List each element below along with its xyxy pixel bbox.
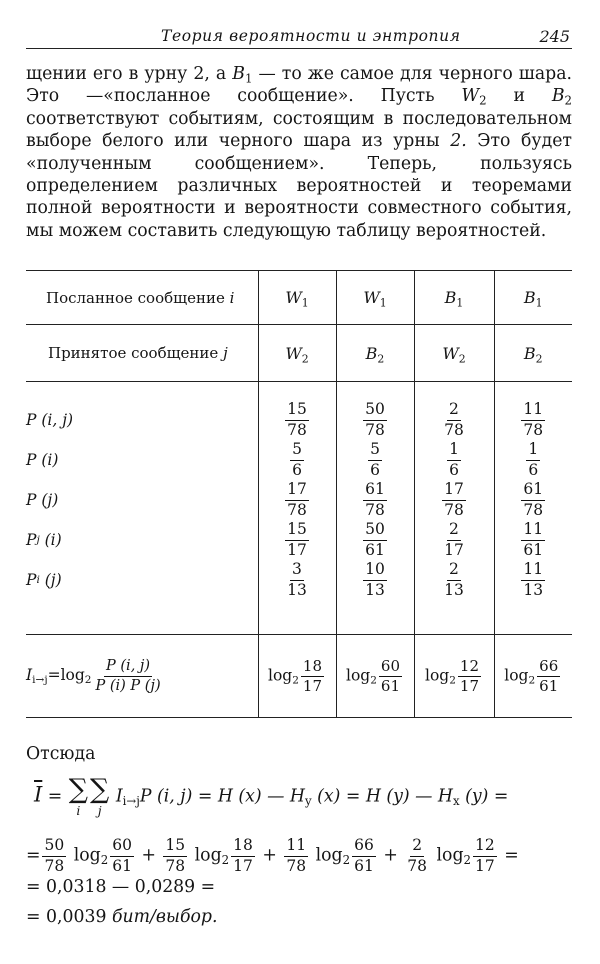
received-message-label: Принятое сообщение j [26, 325, 258, 382]
fraction: $\frac{5}{6}$ [292, 440, 302, 479]
fraction: $\frac{61}{78}$ [365, 480, 385, 519]
sent-cell: $W_1$ [258, 271, 336, 325]
fraction: $\frac{50}{61}$ [365, 520, 385, 559]
prob-name-pj-i: P j (i) [26, 531, 62, 549]
fraction: $\frac{15}{78}$ [287, 400, 307, 439]
probability-column [494, 382, 572, 635]
difference-line: = 0,0318 — 0,0289 = [26, 877, 216, 897]
probabilities-block [26, 382, 572, 635]
log-value: $\log_2$ $\frac{12}{17}$ [414, 635, 494, 718]
fraction: $\frac{15}{17}$ [287, 520, 307, 559]
mean-information-symbol: $\overline{I}$ [34, 782, 43, 807]
fraction: $\frac{10}{13}$ [365, 560, 385, 599]
probability-column [414, 382, 494, 635]
fraction: $\frac{3}{13}$ [287, 560, 307, 599]
probability-column [336, 382, 414, 635]
prob-name-pj: P (j) [26, 491, 59, 509]
mutual-information-equation: $\overline{I}$ = ∑ i ∑ j $I_{i\to j}P$ (i, j) = H (x) — $H_y$ (x) = H (y) — $H_x$ (y) = [34, 774, 509, 818]
sent-message-row [26, 271, 572, 325]
fraction: $\frac{1}{6}$ [449, 440, 459, 479]
probability-table [26, 270, 572, 718]
probability-names [26, 382, 258, 635]
fraction: $\frac{50}{78}$ [365, 400, 385, 439]
recv-cell: $B_2$ [336, 325, 414, 382]
prob-name-pi-j: P i (j) [26, 571, 62, 589]
received-message-row [26, 325, 572, 382]
fraction: $\frac{17}{78}$ [444, 480, 464, 519]
information-row [26, 635, 572, 718]
sent-cell: $B_1$ [494, 271, 572, 325]
log-value: $\log_2$ $\frac{66}{61}$ [494, 635, 572, 718]
probability-column [258, 382, 336, 635]
sent-cell: $B_1$ [414, 271, 494, 325]
log-value: $\log_2$ $\frac{18}{17}$ [258, 635, 336, 718]
fraction: $\frac{61}{78}$ [523, 480, 544, 519]
fraction: $\frac{17}{78}$ [287, 480, 307, 519]
fraction: $\frac{5}{6}$ [370, 440, 380, 479]
sum-over-j: ∑ j [90, 774, 110, 818]
sum-over-i: ∑ i [68, 774, 89, 818]
recv-cell: $W_2$ [258, 325, 336, 382]
recv-cell: $B_2$ [494, 325, 572, 382]
fraction: $\frac{11}{13}$ [523, 560, 544, 599]
sent-message-label: Посланное сообщение i [26, 271, 258, 325]
page-number: 245 [539, 27, 570, 46]
fraction: $\frac{2}{17}$ [444, 520, 464, 559]
prob-name-pi: P (i) [26, 451, 59, 469]
fraction: $\frac{2}{13}$ [444, 560, 464, 599]
prob-name-joint: P (i, j) [26, 411, 74, 429]
numeric-substitution-line: = $\frac{50}{78}$ $\log_2$ $\frac{60}{61}$ + $\frac{15}{78}$ $\log_2$ $\frac{18}{17}$ + $\frac{11}{78}$ $\log_2$ $\frac{66}{61}$ + $\frac{2}{78}$ $\log_2$ $\frac{12}{17}$ = [26, 836, 519, 875]
fraction: $\frac{2}{78}$ [444, 400, 464, 439]
body-paragraph: щении его в урну 2, а $B_1$ — то же самое для черного шара. Это —«посланное сообщение». Пусть $W_2$ и $B_2$ соответствуют событиям, состоящим в последовательном выборе белого или черного шара из урны 2. Это будет «полученным сообщением». Теперь, пользуясь определением различных вероятностей и теоремами полной вероятности и вероятности совместного события, мы можем составить следующую таблицу вероятностей. [26, 64, 572, 241]
result-line: = 0,0039 бит/выбор. [26, 907, 218, 927]
sent-cell: $W_1$ [336, 271, 414, 325]
conclusion-word: Отсюда [26, 744, 96, 764]
recv-cell: $W_2$ [414, 325, 494, 382]
running-title: Теория вероятности и энтропия [161, 27, 461, 45]
fraction: $\frac{11}{78}$ [523, 400, 544, 439]
fraction: $\frac{11}{61}$ [523, 520, 544, 559]
information-formula: $I_{i\to j}=\log_2$ $\frac{P (i, j)}{P (i) P (j)}$ [26, 635, 258, 718]
log-value: $\log_2$ $\frac{60}{61}$ [336, 635, 414, 718]
running-header [26, 24, 572, 49]
fraction: $\frac{1}{6}$ [528, 440, 539, 479]
